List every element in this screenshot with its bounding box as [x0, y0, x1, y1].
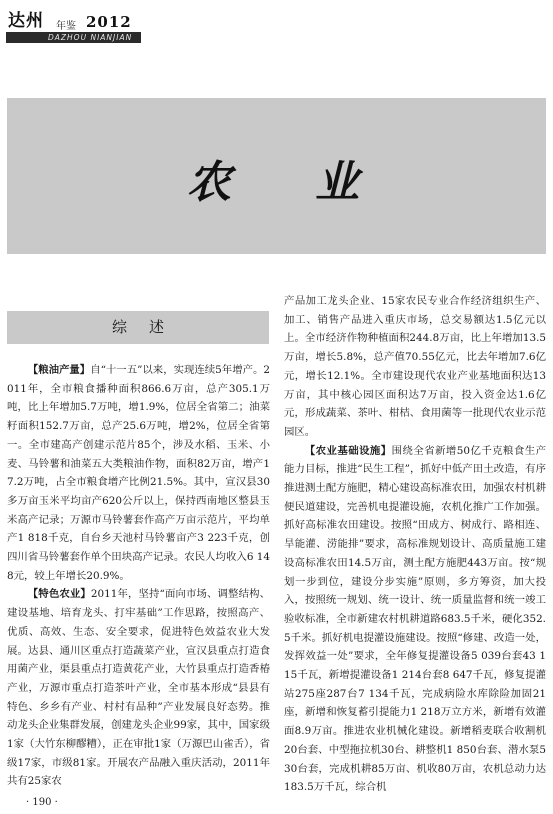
paragraph-tag: 【粮油产量】	[27, 364, 91, 376]
header-yearbook-label: 年鉴	[56, 21, 76, 32]
chapter-title-char-2: 业	[315, 157, 359, 208]
paragraph-special-agriculture	[7, 585, 270, 791]
page-number: · 190 ·	[26, 797, 58, 808]
paragraph-infrastructure	[284, 442, 546, 797]
header-city: 达州	[8, 11, 44, 31]
paragraph-body: 围绕全省新增50亿千克粮食生产能力目标，推进“民生工程”，抓好中低产田土改造，有序推进测土配方施肥，精心建设高标准农田，加强农村机耕便民道建设，完善机电提灌设施，农机化推广工作加强。抓好高标准农田建设。按照“田成方、树成行、路相连、旱能灌、涝能排”要求，高标准规划设计、高质量施工建设高标准农田14.5万亩，测土配方施肥443万亩。按“规划一步到位，建设分步实施”原则，多方筹资，加大投入，按照统一规划、统一设计、统一质量监督和统一竣工验收标准，全市新建农村机耕道路683.5千米，硬化352.5千米。抓好机电提灌设施建设。按照“修建、改造一处，发挥效益一处”要求，全年修复提灌设备5 039台套43 115千瓦，新增提灌设备1 214台套8 647千瓦，修复提灌站275座287台7 134千瓦，完成病险水库除险加固21座，新增和恢复蓄引提能力1 218万立方米，新增有效灌面8.9万亩。推进农业机械化建设。新增稻麦联合收割机20台套、中型拖拉机30台、耕整机1 850台套、潜水泵530台套，完成机耕85万亩、机收80万亩，农机总动力达183.5万千瓦，综合机	[284, 444, 546, 794]
section-title: 综述	[111, 318, 186, 336]
paragraph-tag: 【农业基础设施】	[304, 444, 392, 457]
chapter-title-char-1: 农	[187, 157, 231, 208]
header-romanization: DAZHOU NIANJIAN	[48, 33, 133, 42]
right-text-column	[284, 292, 546, 797]
section-heading	[7, 311, 269, 344]
header-band	[6, 32, 141, 43]
chapter-banner	[7, 98, 546, 254]
running-header	[6, 4, 146, 44]
paragraph-tag: 【特色农业】	[27, 588, 91, 601]
paragraph-body: 产品加工龙头企业、15家农民专业合作经济组织生产、加工、销售产品进入重庆市场，总交易额达1.5亿元以上。全市经济作物种植面积244.8万亩，比上年增加13.5万亩，增长5.8%，总产值70.55亿元，比去年增加7.6亿元，增长12.1%。全市建设现代农业产业基地面积达13万亩，其中核心园区面积达7万亩，投入资金达1.6亿元，形成蔬菜、茶叶、柑桔、食用菌等一批现代农业示范园区。	[284, 295, 546, 438]
paragraph-body: 自“十一五”以来，实现连续5年增产。2011年，全市粮食播种面积866.6万亩，总产305.1万吨，比上年增加5.7万吨，增1.9%，位居全省第二；油菜籽面积152.7万亩，总产25.6万吨，增2%，位居全省第一。全市建高产创建示范片85个，涉及水稻、玉米、小麦、马铃薯和油菜五大类粮油作物，面积82万亩，增产17.2万吨，占全市粮食增产比例21.5%。其中，宣汉县30多万亩玉米平均亩产620公斤以上，保持西南地区整县玉米高产记录；万源市马铃薯套作高产万亩示范片，平均单产1 818千克，自台乡天池村马铃薯亩产3 223千克，创四川省马铃薯套作单个田块高产记录。农民人均收入6 148元，较上年增长20.9%。	[7, 364, 270, 582]
paragraph-grain-oil	[7, 361, 270, 585]
header-year: 2012	[86, 13, 132, 31]
left-text-column	[7, 361, 270, 797]
paragraph-body: 2011年，坚持“面向市场、调整结构、建设基地、培育龙头、打牢基础”工作思路，按照高产、优质、高效、生态、安全要求，促进特色效益农业大发展。达县、通川区重点打造蔬菜产业，宣汉县重点打造食用菌产业，渠县重点打造黄花产业，大竹县重点打造香椿产业，万源市重点打造茶叶产业，全市基本形成“县县有特色、乡乡有产业、村村有品种”产业发展良好态势。推动龙头企业集群发展，创建龙头企业99家，其中，国家级1家（大竹东柳醪糟），正在审批1家（万源巴山雀舌），省级17家，市级81家。开展农产品融入重庆活动，2011年共有25家农	[7, 588, 270, 788]
paragraph-continuation	[284, 292, 546, 442]
